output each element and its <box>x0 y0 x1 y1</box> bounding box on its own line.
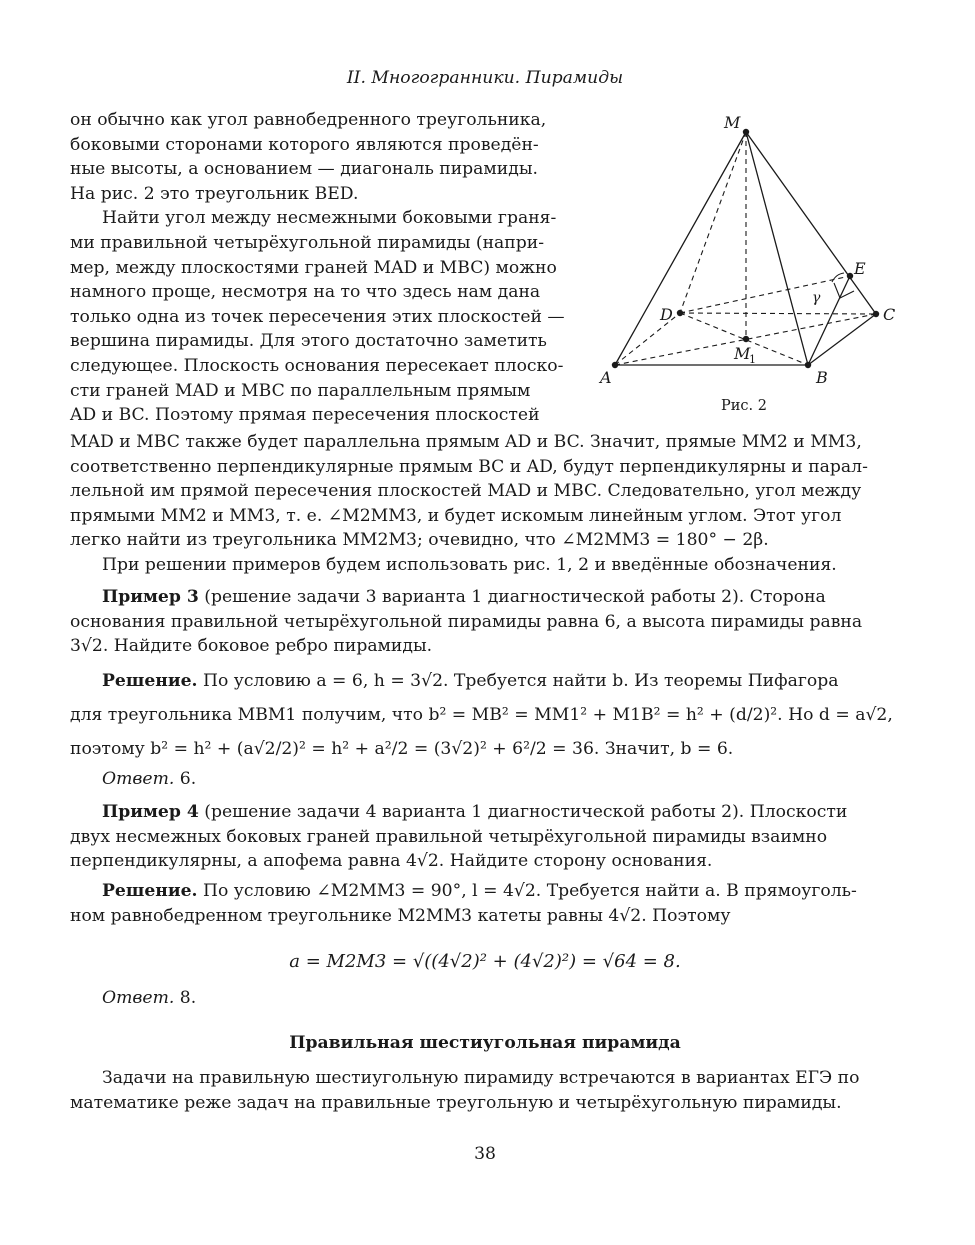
text-line: Задачи на правильную шестиугольную пирамиду встречаются в вариантах ЕГЭ по <box>102 1068 860 1088</box>
text-span: По условию ∠M2MM3 = 90°, l = 4√2. Требуется найти a. В прямоуголь- <box>202 881 857 901</box>
text-line: При решении примеров будем использовать рис. 1, 2 и введённые обозначения. <box>102 554 837 575</box>
text-line: AD и BC. Поэтому прямая пересечения плоскостей <box>70 405 540 426</box>
formula-side: a = M2M3 = √((4√2)² + (4√2)²) = √64 = 8. <box>289 951 681 972</box>
top-left-text <box>70 108 576 428</box>
example-3 <box>70 585 900 659</box>
label-B: B <box>816 368 828 387</box>
edge-BC <box>808 314 876 365</box>
figure-caption: Рис. 2 <box>721 398 767 414</box>
text-span: (решение задачи 4 варианта 1 диагностической работы 2). Плоскости <box>204 802 848 822</box>
text-line: следующее. Плоскость основания пересекает плоско- <box>70 355 564 376</box>
text-line: ном равнобедренном треугольнике M2MM3 катеты равны 4√2. Поэтому <box>70 905 731 926</box>
solution-label: Решение. <box>102 881 198 901</box>
point-E <box>847 273 853 279</box>
solution-3 <box>70 664 900 792</box>
text-line: намного проще, несмотря на то что здесь нам дана <box>70 282 541 303</box>
point-M <box>743 129 749 135</box>
text-line: основания правильной четырёхугольной пирамиды равна 6, а высота пирамиды равна <box>70 611 863 632</box>
segment-DE <box>680 276 850 313</box>
text-span: (решение задачи 3 варианта 1 диагностической работы 2). Сторона <box>204 587 826 607</box>
text-line: математике реже задач на правильные треугольную и четырёхугольную пирамиды. <box>70 1092 842 1113</box>
text-line: он обычно как угол равнобедренного треугольника, <box>70 110 547 130</box>
text-line: сти граней MAD и MBC по параллельным прямым <box>70 380 531 401</box>
text-line: ми правильной четырёхугольной пирамиды (напри- <box>70 232 545 253</box>
text-line: легко найти из треугольника MM2M3; очевидно, что ∠M2MM3 = 180° − 2β. <box>70 530 769 551</box>
text-line: вершина пирамиды. Для этого достаточно заметить <box>70 331 547 352</box>
text-line: двух несмежных боковых граней правильной четырёхугольной пирамиды взаимно <box>70 826 828 847</box>
page-number: 38 <box>474 1144 496 1164</box>
label-M: M <box>724 113 741 132</box>
label-gamma: γ <box>812 290 821 306</box>
solution-label: Решение. <box>102 671 198 691</box>
example-4 <box>70 800 900 874</box>
text-line <box>70 766 900 792</box>
solution-4 <box>70 879 900 928</box>
full-width-text <box>70 430 900 578</box>
pyramid-figure <box>596 108 908 420</box>
text-line: 3√2. Найдите боковое ребро пирамиды. <box>70 636 433 657</box>
text-line: соответственно перпендикулярные прямым BC и AD, будут перпендикулярны и парал- <box>70 456 868 477</box>
answer-4 <box>70 986 900 1011</box>
label-M1-sub: 1 <box>749 353 756 366</box>
text-line <box>70 800 900 825</box>
answer-label: Ответ. <box>102 988 175 1008</box>
running-header: II. Многогранники. Пирамиды <box>346 68 624 88</box>
label-C: C <box>883 305 896 324</box>
label-D: D <box>660 305 673 324</box>
final-paragraph <box>70 1066 900 1115</box>
point-B <box>805 362 811 368</box>
section-title: Правильная шестиугольная пирамида <box>289 1033 681 1053</box>
point-A <box>612 362 618 368</box>
text-line: прямыми MM2 и MM3, т. е. ∠M2MM3, и будет искомым линейным углом. Этот угол <box>70 505 842 526</box>
text-line: MAD и MBC также будет параллельна прямым AD и BC. Значит, прямые MM2 и MM3, <box>70 432 862 452</box>
text-line: для треугольника MBM1 получим, что b² = MB² = MM1² + M1B² = h² + (d/2)². Но d = a√2, <box>70 705 893 725</box>
text-line: Найти угол между несмежными боковыми граня- <box>102 208 557 229</box>
edge-MA <box>615 132 746 365</box>
text-line: ные высоты, а основанием — диагональ пирамиды. <box>70 159 538 180</box>
text-line <box>70 879 900 904</box>
label-E: E <box>854 259 866 278</box>
point-M1 <box>743 336 749 342</box>
text-line <box>70 585 900 610</box>
answer-label: Ответ. <box>102 769 175 789</box>
example-label: Пример 3 <box>102 587 199 607</box>
text-line: лельной им прямой пересечения плоскостей MAD и MBC. Следовательно, угол между <box>70 481 862 502</box>
text-line: только одна из точек пересечения этих плоскостей — <box>70 306 565 327</box>
text-line <box>70 664 900 698</box>
point-D <box>677 310 683 316</box>
text-span: По условию a = 6, h = 3√2. Требуется найти b. Из теоремы Пифагора <box>202 671 839 691</box>
right-angle-mark <box>834 283 854 298</box>
edge-MC <box>746 132 876 314</box>
edge-DC-hidden <box>680 313 876 314</box>
edge-MB <box>746 132 808 365</box>
edge-MD-hidden <box>680 132 746 313</box>
label-M1: M <box>734 344 751 363</box>
text-line: поэтому b² = h² + (a√2/2)² = h² + a²/2 = (3√2)² + 6²/2 = 36. Значит, b = 6. <box>70 739 734 759</box>
answer-value: 8. <box>179 988 197 1008</box>
text-line: перпендикулярны, а апофема равна 4√2. Найдите сторону основания. <box>70 851 713 872</box>
example-label: Пример 4 <box>102 802 199 822</box>
text-line: мер, между плоскостями граней MAD и MBC) можно <box>70 257 557 278</box>
text-line: боковыми сторонами которого являются проведён- <box>70 134 539 155</box>
point-C <box>873 311 879 317</box>
text-line: На рис. 2 это треугольник BED. <box>70 183 359 204</box>
label-A: A <box>600 368 612 387</box>
answer-value: 6. <box>179 769 197 789</box>
